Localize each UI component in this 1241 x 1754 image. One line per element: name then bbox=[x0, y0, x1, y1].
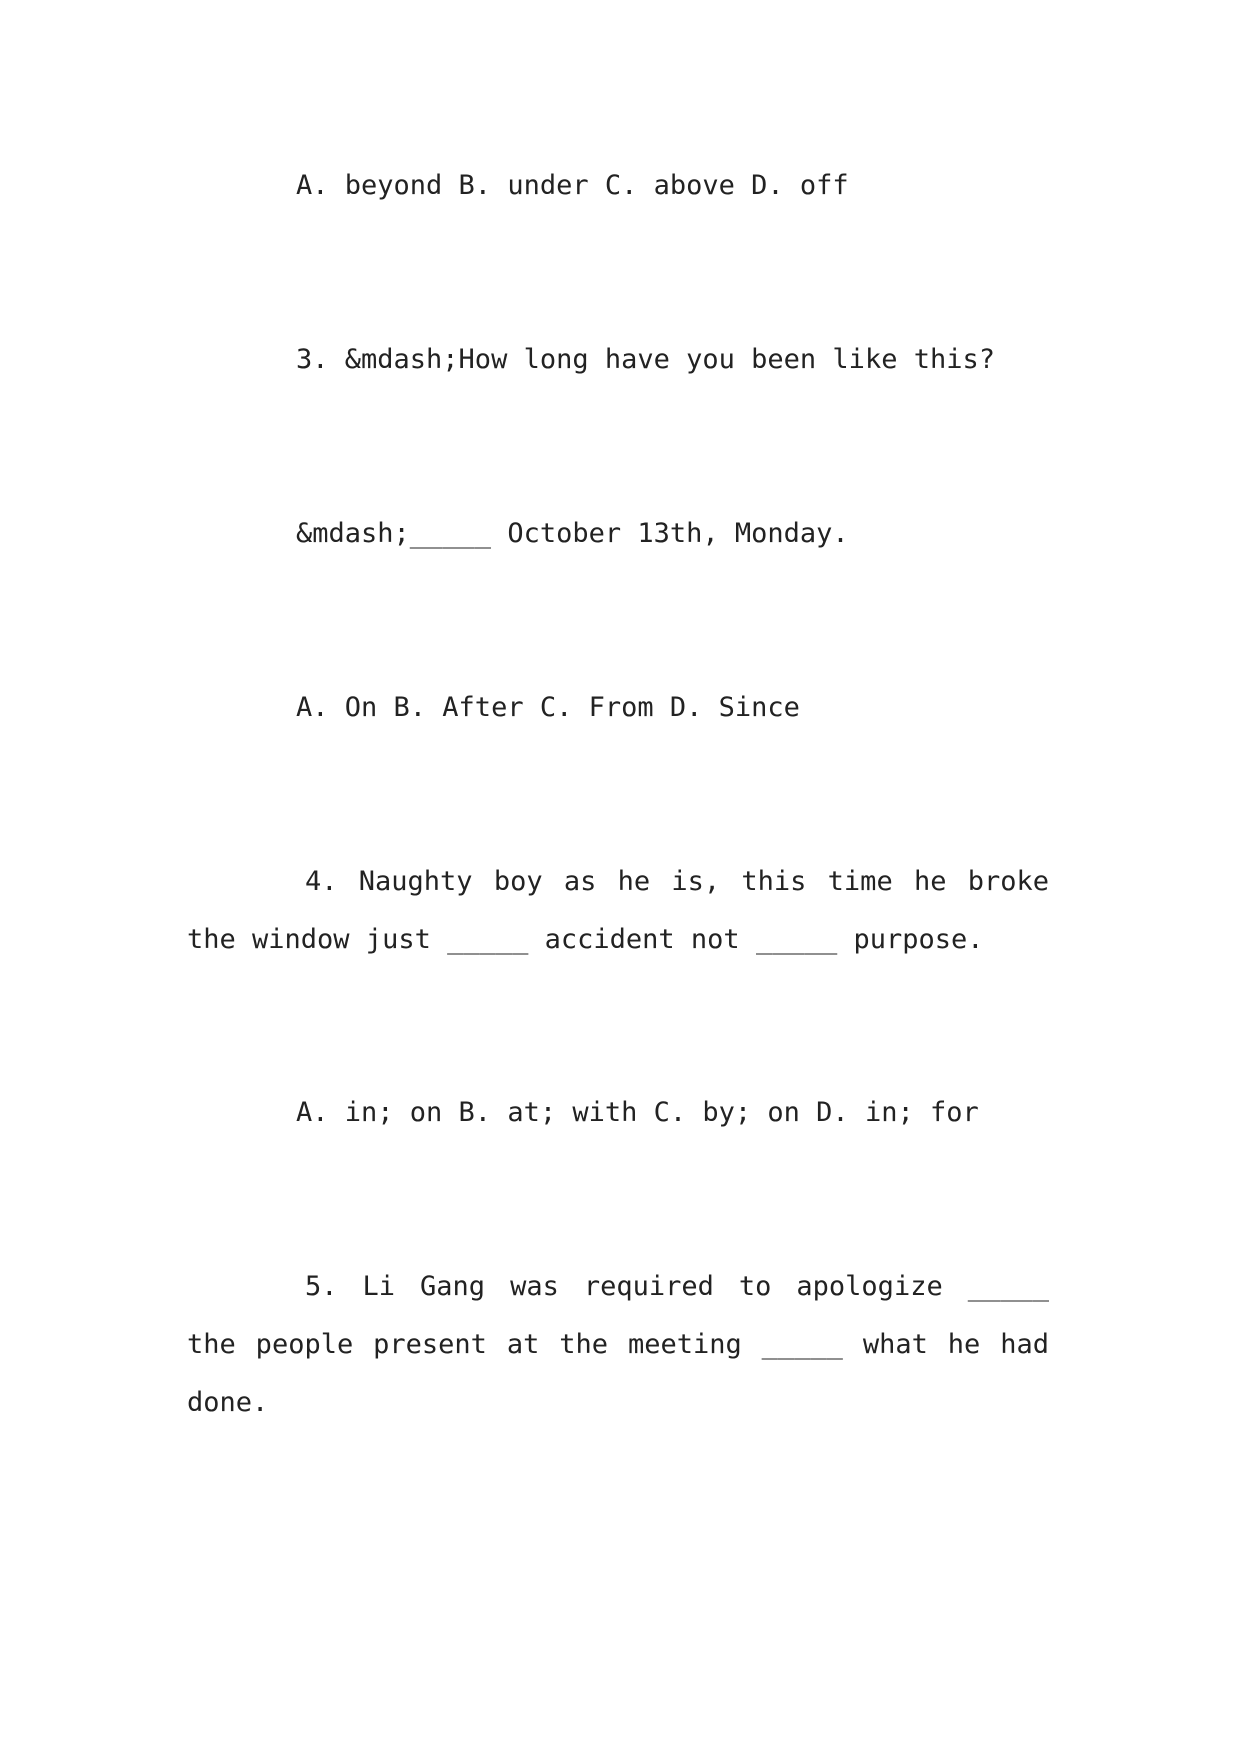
question-3-prompt: 3. &mdash;How long have you been like this? bbox=[296, 344, 995, 375]
question-2-options: A. beyond B. under C. above D. off bbox=[296, 170, 849, 201]
question-3-options: A. On B. After C. From D. Since bbox=[296, 692, 800, 723]
question-4-text bbox=[187, 853, 1049, 969]
question-4-sentence: 4. Naughty boy as he is, this time he broke the window just _____ accident not _____ purpose. bbox=[187, 866, 1049, 955]
question-3-response: &mdash;_____ October 13th, Monday. bbox=[296, 518, 849, 549]
question-5-text bbox=[187, 1258, 1049, 1432]
question-4-options: A. in; on B. at; with C. by; on D. in; for bbox=[296, 1097, 979, 1128]
question-5-sentence: 5. Li Gang was required to apologize _____ the people present at the meeting _____ what he had done. bbox=[187, 1271, 1049, 1418]
